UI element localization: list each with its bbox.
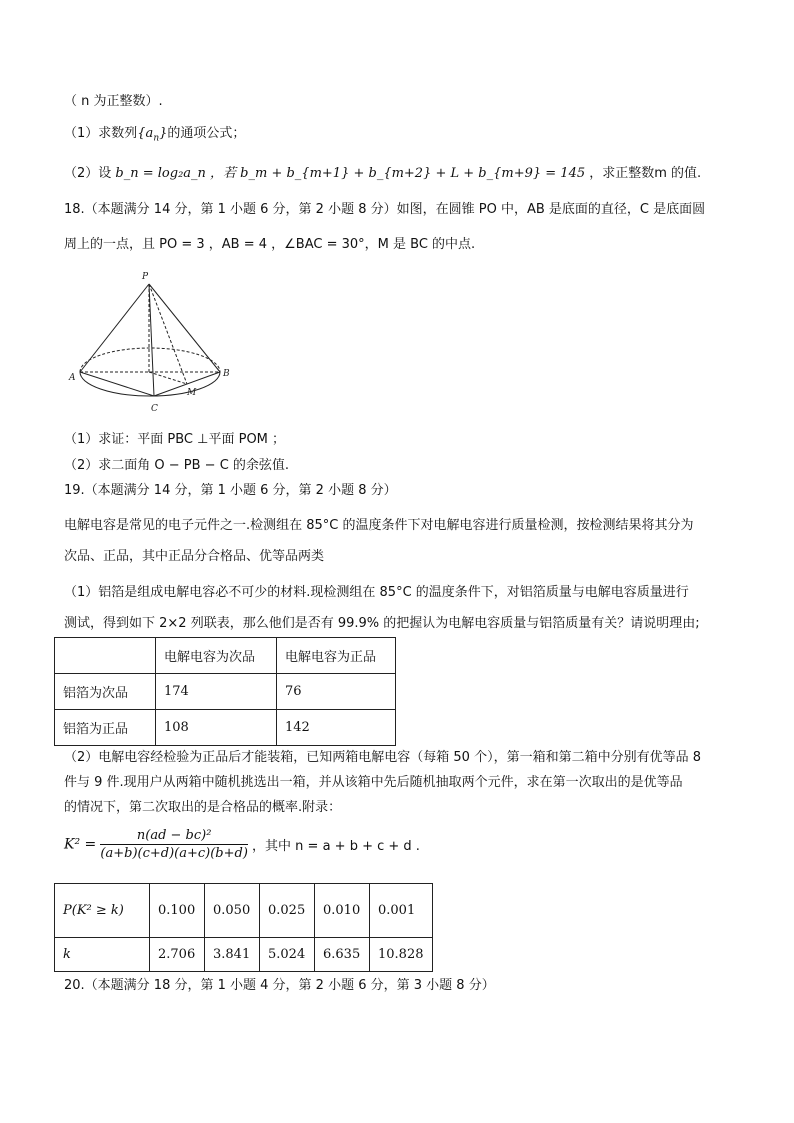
table1-header: 电解电容为次品 <box>156 638 277 674</box>
table1-cell: 174 <box>156 674 277 710</box>
segment-AC <box>80 372 154 396</box>
q18-header: 18.（本题满分 14 分，第 1 小题 6 分，第 2 小题 8 分）如图，在圆锥 PO 中，AB 是底面的直径，C 是底面圆 <box>64 202 706 217</box>
table2-cell: 10.828 <box>370 938 433 972</box>
table1-cell: 76 <box>277 674 396 710</box>
cone-edge-PB <box>149 284 220 372</box>
table2-cell: 0.010 <box>315 884 370 938</box>
q18-part2: （2）求二面角 O − PB − C 的余弦值. <box>64 458 290 473</box>
segment-PM <box>149 284 187 384</box>
q19-header: 19.（本题满分 14 分，第 1 小题 6 分，第 2 小题 8 分） <box>64 483 397 498</box>
label-A: A <box>69 373 76 383</box>
q18-part1: （1）求证：平面 PBC ⊥平面 POM ； <box>64 432 286 447</box>
q19-part2-line2: 件与 9 件.现用户从两箱中随机挑选出一箱，并从该箱中先后随机抽取两个元件，求在第一次取出的是优等品 <box>64 775 683 790</box>
cone-figure <box>60 268 240 420</box>
q19-part2-line1: （2）电解电容经检验为正品后才能装箱，已知两箱电解电容（每箱 50 个），第一箱和第二箱中分别有优等品 8 <box>64 750 701 765</box>
table2-cell: 0.100 <box>150 884 205 938</box>
q17-part1-prefix: （1）求数列 <box>64 126 138 141</box>
table1-cell: 108 <box>156 710 277 746</box>
label-C: C <box>151 404 158 414</box>
cone-base-front <box>80 372 220 396</box>
label-P: P <box>142 272 149 282</box>
table2-cell: 5.024 <box>260 938 315 972</box>
q17-part2-prefix: （2）设 <box>64 166 112 181</box>
q19-intro-line1: 电解电容是常见的电子元件之一.检测组在 85°C 的温度条件下对电解电容进行质量检测，按检测结果将其分为 <box>64 518 694 533</box>
q19-intro-line2: 次品、正品，其中正品分合格品、优等品两类 <box>64 549 325 564</box>
q17-sequence: $\{a_n\}$ <box>137 126 168 144</box>
q19-part2-line3: 的情况下，第二次取出的是合格品的概率.附录： <box>64 800 342 815</box>
segment-OM <box>149 372 187 384</box>
q17-part2-suffix: ，求正整数m 的值. <box>589 166 702 181</box>
q19-part1-line2: 测试，得到如下 2×2 列联表，那么他们是否有 99.9% 的把握认为电解电容质量与铝箔质量有关？请说明理由; <box>64 616 700 631</box>
table2-row-label: P(K² ≥ k) <box>55 884 150 938</box>
cone-edge-PA <box>80 284 149 372</box>
table2-cell: 0.025 <box>260 884 315 938</box>
table1-cell: 142 <box>277 710 396 746</box>
q17-part1-suffix: 的通项公式； <box>167 126 246 141</box>
label-M: M <box>187 388 197 398</box>
cone-base-back <box>80 348 220 372</box>
table1-corner <box>55 638 156 674</box>
q19-part1-line1: （1）铝箔是组成电解电容必不可少的材料.现检测组在 85°C 的温度条件下，对铝箔质量与电解电容质量进行 <box>64 585 689 600</box>
table1-row-label: 铝箔为正品 <box>55 710 156 746</box>
q17-part2-formula: b_n = log₂a_n ，若 b_m + b_{m+1} + b_{m+2} + L + b_{m+9} = 145 <box>115 166 586 181</box>
q17-part2 <box>64 164 701 184</box>
table2-cell: 2.706 <box>150 938 205 972</box>
table2-cell: 0.001 <box>370 884 433 938</box>
table2-cell: 3.841 <box>205 938 260 972</box>
contingency-table <box>54 637 396 746</box>
table1-row-label: 铝箔为次品 <box>55 674 156 710</box>
formula-numerator: n(ad − bc)² <box>100 828 248 845</box>
q20-header: 20.（本题满分 18 分，第 1 小题 4 分，第 2 小题 6 分，第 3 小题 8 分） <box>64 978 495 993</box>
q17-part1 <box>64 124 245 149</box>
table2-cell: 6.635 <box>315 938 370 972</box>
formula-denominator: (a+b)(c+d)(a+c)(b+d) <box>100 846 248 861</box>
q17-condition: （ n 为正整数）. <box>64 94 163 109</box>
formula-fraction <box>100 828 248 861</box>
formula-suffix: ，其中 n = a + b + c + d . <box>252 839 420 854</box>
formula-lhs: K² = <box>64 836 97 853</box>
critical-value-table <box>54 883 433 972</box>
table1-header: 电解电容为正品 <box>277 638 396 674</box>
chi-square-formula <box>64 828 420 861</box>
label-B: B <box>223 369 230 379</box>
table2-cell: 0.050 <box>205 884 260 938</box>
table2-row-label: k <box>55 938 150 972</box>
q18-line2: 周上的一点，且 PO = 3 ，AB = 4 ，∠BAC = 30°，M 是 BC 的中点. <box>64 237 476 252</box>
cone-edge-PC <box>149 284 154 396</box>
